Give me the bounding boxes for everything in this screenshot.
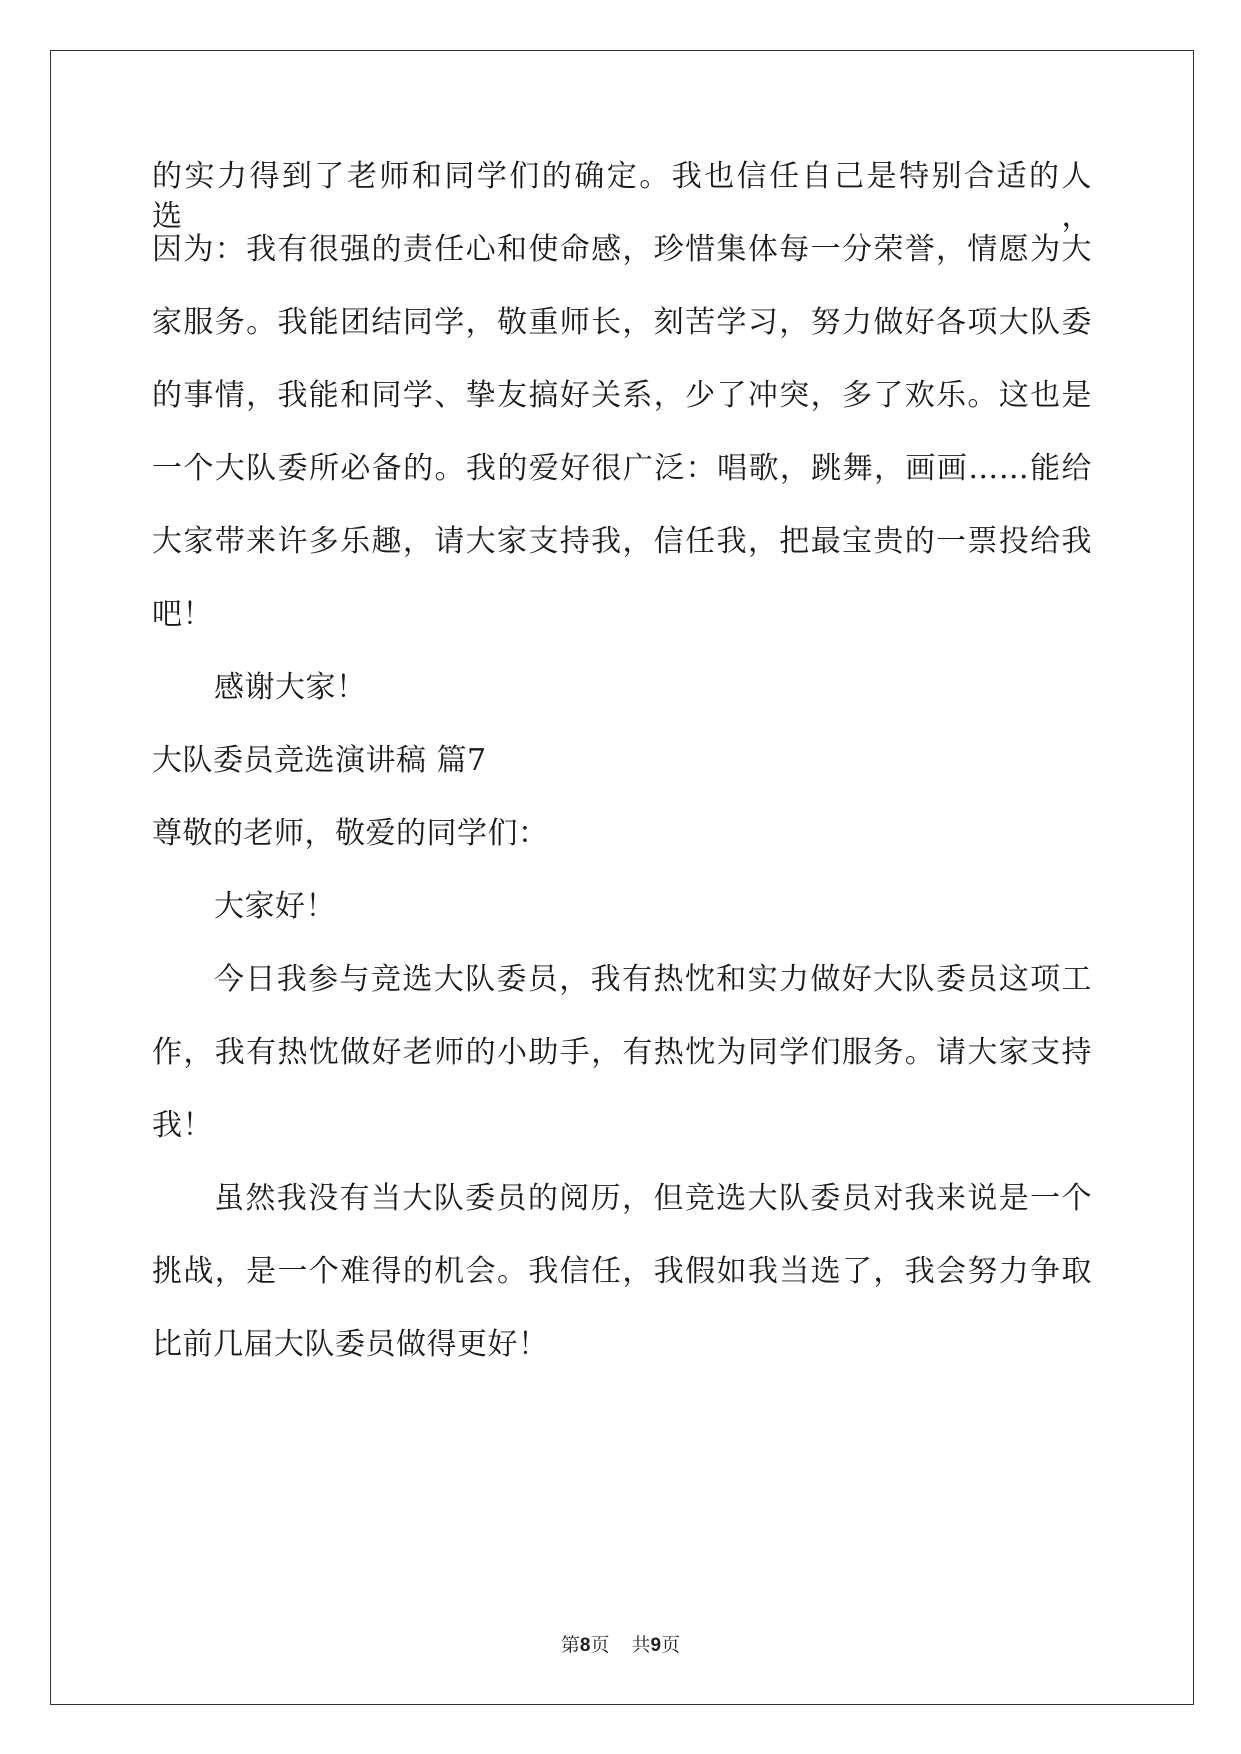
text-line-4: 的事情，我能和同学、挚友搞好关系，少了冲突，多了欢乐。这也是 (152, 378, 1092, 413)
text-line-16: 挑战，是一个难得的机会。我信任，我假如我当选了，我会努力争取 (152, 1254, 1092, 1289)
text-line-14: 我！ (152, 1108, 213, 1143)
text-line-1: 的实力得到了老师和同学们的确定。我也信任自己是特别合适的人选， (152, 159, 1092, 234)
total-pages-number: 9 (650, 1635, 662, 1656)
page-suffix: 页 (590, 1634, 610, 1656)
page-footer (0, 1633, 1241, 1658)
text-line-3: 家服务。我能团结同学，敬重师长，刻苦学习，努力做好各项大队委 (152, 305, 1092, 340)
text-line-6: 大家带来许多乐趣，请大家支持我，信任我，把最宝贵的一票投给我 (152, 524, 1092, 559)
total-suffix: 页 (661, 1634, 681, 1656)
text-line-15: 虽然我没有当大队委员的阅历，但竞选大队委员对我来说是一个 (214, 1181, 1092, 1216)
page-prefix: 第 (560, 1634, 580, 1656)
page-border (50, 50, 1194, 1705)
section-heading: 大队委员竞选演讲稿 篇7 (152, 743, 487, 778)
text-line-17: 比前几届大队委员做得更好！ (152, 1327, 549, 1362)
greeting: 大家好！ (214, 889, 336, 924)
current-page-number: 8 (579, 1635, 591, 1656)
text-line-13: 作，我有热忱做好老师的小助手，有热忱为同学们服务。请大家支持 (152, 1035, 1092, 1070)
text-line-7: 吧！ (152, 597, 213, 632)
text-line-2: 因为：我有很强的责任心和使命感，珍惜集体每一分荣誉，情愿为大 (152, 232, 1092, 267)
total-prefix: 共 (631, 1634, 651, 1656)
salutation: 尊敬的老师，敬爱的同学们： (152, 816, 549, 851)
text-line-12: 今日我参与竞选大队委员，我有热忱和实力做好大队委员这项工 (214, 962, 1092, 997)
text-line-5: 一个大队委所必备的。我的爱好很广泛：唱歌，跳舞，画画……能给 (152, 451, 1092, 486)
closing-thanks: 感谢大家！ (214, 670, 367, 705)
